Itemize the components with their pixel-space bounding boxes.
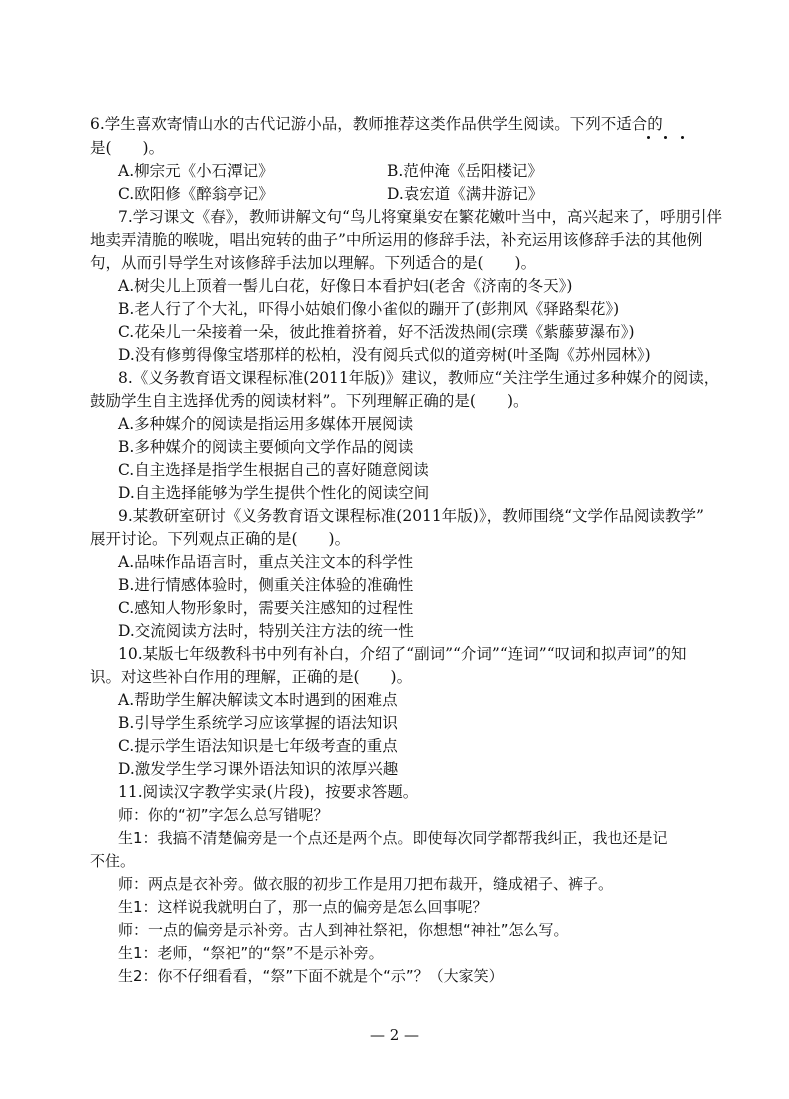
q9-option-c: C.感知人物形象时，需要关注感知的过程性 — [118, 599, 414, 617]
q9-stem-line2: 展开讨论。下列观点正确的是( )。 — [90, 530, 351, 548]
q7-stem-line2: 地卖弄清脆的喉咙，唱出宛转的曲子”中所运用的修辞手法，补充运用该修辞手法的其他例 — [90, 231, 703, 249]
q6-stem-line2: 是( )。 — [90, 139, 165, 157]
q8-stem-line1: 8.《义务教育语文课程标准(2011年版)》建议，教师应“关注学生通过多种媒介的阅读， — [118, 369, 720, 387]
q10-option-c: C.提示学生语法知识是七年级考查的重点 — [118, 737, 398, 755]
dialogue-line: 生1：这样说我就明白了，那一点的偏旁是怎么回事呢？ — [118, 898, 488, 916]
dialogue-line: 师：你的“初”字怎么总写错呢？ — [118, 806, 329, 824]
q6-option-d: D.袁宏道《满井游记》 — [387, 185, 544, 203]
dialogue-line: 不住。 — [90, 852, 136, 870]
q8-option-d: D.自主选择能够为学生提供个性化的阅读空间 — [118, 484, 430, 502]
q7-option-d: D.没有修剪得像宝塔那样的松柏，没有阅兵式似的道旁树(叶圣陶《苏州园林》) — [118, 346, 651, 364]
q6-option-a: A.柳宗元《小石潭记》 — [118, 162, 274, 180]
q6-option-b: B.范仲淹《岳阳楼记》 — [387, 162, 543, 180]
q10-stem-line1: 10.某版七年级教科书中列有补白，介绍了“副词”“介词”“连词”“叹词和拟声词”的知 — [118, 645, 687, 663]
q6-stem-line1: 6.学生喜欢寄情山水的古代记游小品，教师推荐这类作品供学生阅读。下列不适合的 — [90, 115, 663, 133]
q9-option-a: A.品味作品语言时，重点关注文本的科学性 — [118, 553, 414, 571]
q9-option-d: D.交流阅读方法时，特别关注方法的统一性 — [118, 622, 414, 640]
dialogue-line: 师：两点是衣补旁。做衣服的初步工作是用刀把布裁开，缝成裙子、裤子。 — [118, 875, 614, 893]
q8-option-c: C.自主选择是指学生根据自己的喜好随意阅读 — [118, 461, 429, 479]
q7-option-a: A.树尖儿上顶着一髻儿白花，好像日本看护妇(老舍《济南的冬天》) — [118, 277, 573, 295]
q6-option-c: C.欧阳修《醉翁亭记》 — [118, 185, 274, 203]
q11-stem: 11.阅读汉字教学实录(片段)，按要求答题。 — [118, 783, 419, 801]
q10-option-a: A.帮助学生解决解读文本时遇到的困难点 — [118, 691, 398, 709]
q8-option-a: A.多种媒介的阅读是指运用多媒体开展阅读 — [118, 415, 414, 433]
dialogue-line: 师：一点的偏旁是示补旁。古人到神社祭祀，你想想“神社”怎么写。 — [118, 921, 569, 939]
q10-option-b: B.引导学生系统学习应该掌握的语法知识 — [118, 714, 398, 732]
q10-option-d: D.激发学生学习课外语法知识的浓厚兴趣 — [118, 760, 399, 778]
q8-option-b: B.多种媒介的阅读主要倾向文学作品的阅读 — [118, 438, 414, 456]
dialogue-line: 生1：我搞不清楚偏旁是一个点还是两个点。即使每次同学都帮我纠正，我也还是记 — [118, 829, 668, 847]
q10-stem-line2: 识。对这些补白作用的理解，正确的是( )。 — [90, 668, 413, 686]
q7-stem-line3: 句，从而引导学生对该修辞手法加以理解。下列适合的是( )。 — [90, 254, 537, 272]
emphasis-dots — [647, 136, 697, 142]
q8-stem-line2: 鼓励学生自主选择优秀的阅读材料”。下列理解正确的是( )。 — [90, 392, 529, 410]
q9-option-b: B.进行情感体验时，侧重关注体验的准确性 — [118, 576, 414, 594]
q7-stem-line1: 7.学习课文《春》，教师讲解文句“鸟儿将窠巢安在繁花嫩叶当中，高兴起来了，呼朋引伴 — [118, 208, 722, 226]
dialogue-line: 生2：你不仔细看看，“祭”下面不就是个“示”？（大家笑） — [118, 967, 504, 985]
dialogue-line: 生1：老师，“祭祀”的“祭”不是示补旁。 — [118, 944, 384, 962]
q7-option-b: B.老人行了个大礼，吓得小姑娘们像小雀似的蹦开了(彭荆风《驿路梨花》) — [118, 300, 620, 318]
page-number: — 2 — — [369, 1026, 420, 1044]
q9-stem-line1: 9.某教研室研讨《义务教育语文课程标准(2011年版)》，教师围绕“文学作品阅读教学” — [118, 507, 704, 525]
q7-option-c: C.花朵儿一朵接着一朵，彼此推着挤着，好不活泼热闹(宗璞《紫藤萝瀑布》) — [118, 323, 635, 341]
